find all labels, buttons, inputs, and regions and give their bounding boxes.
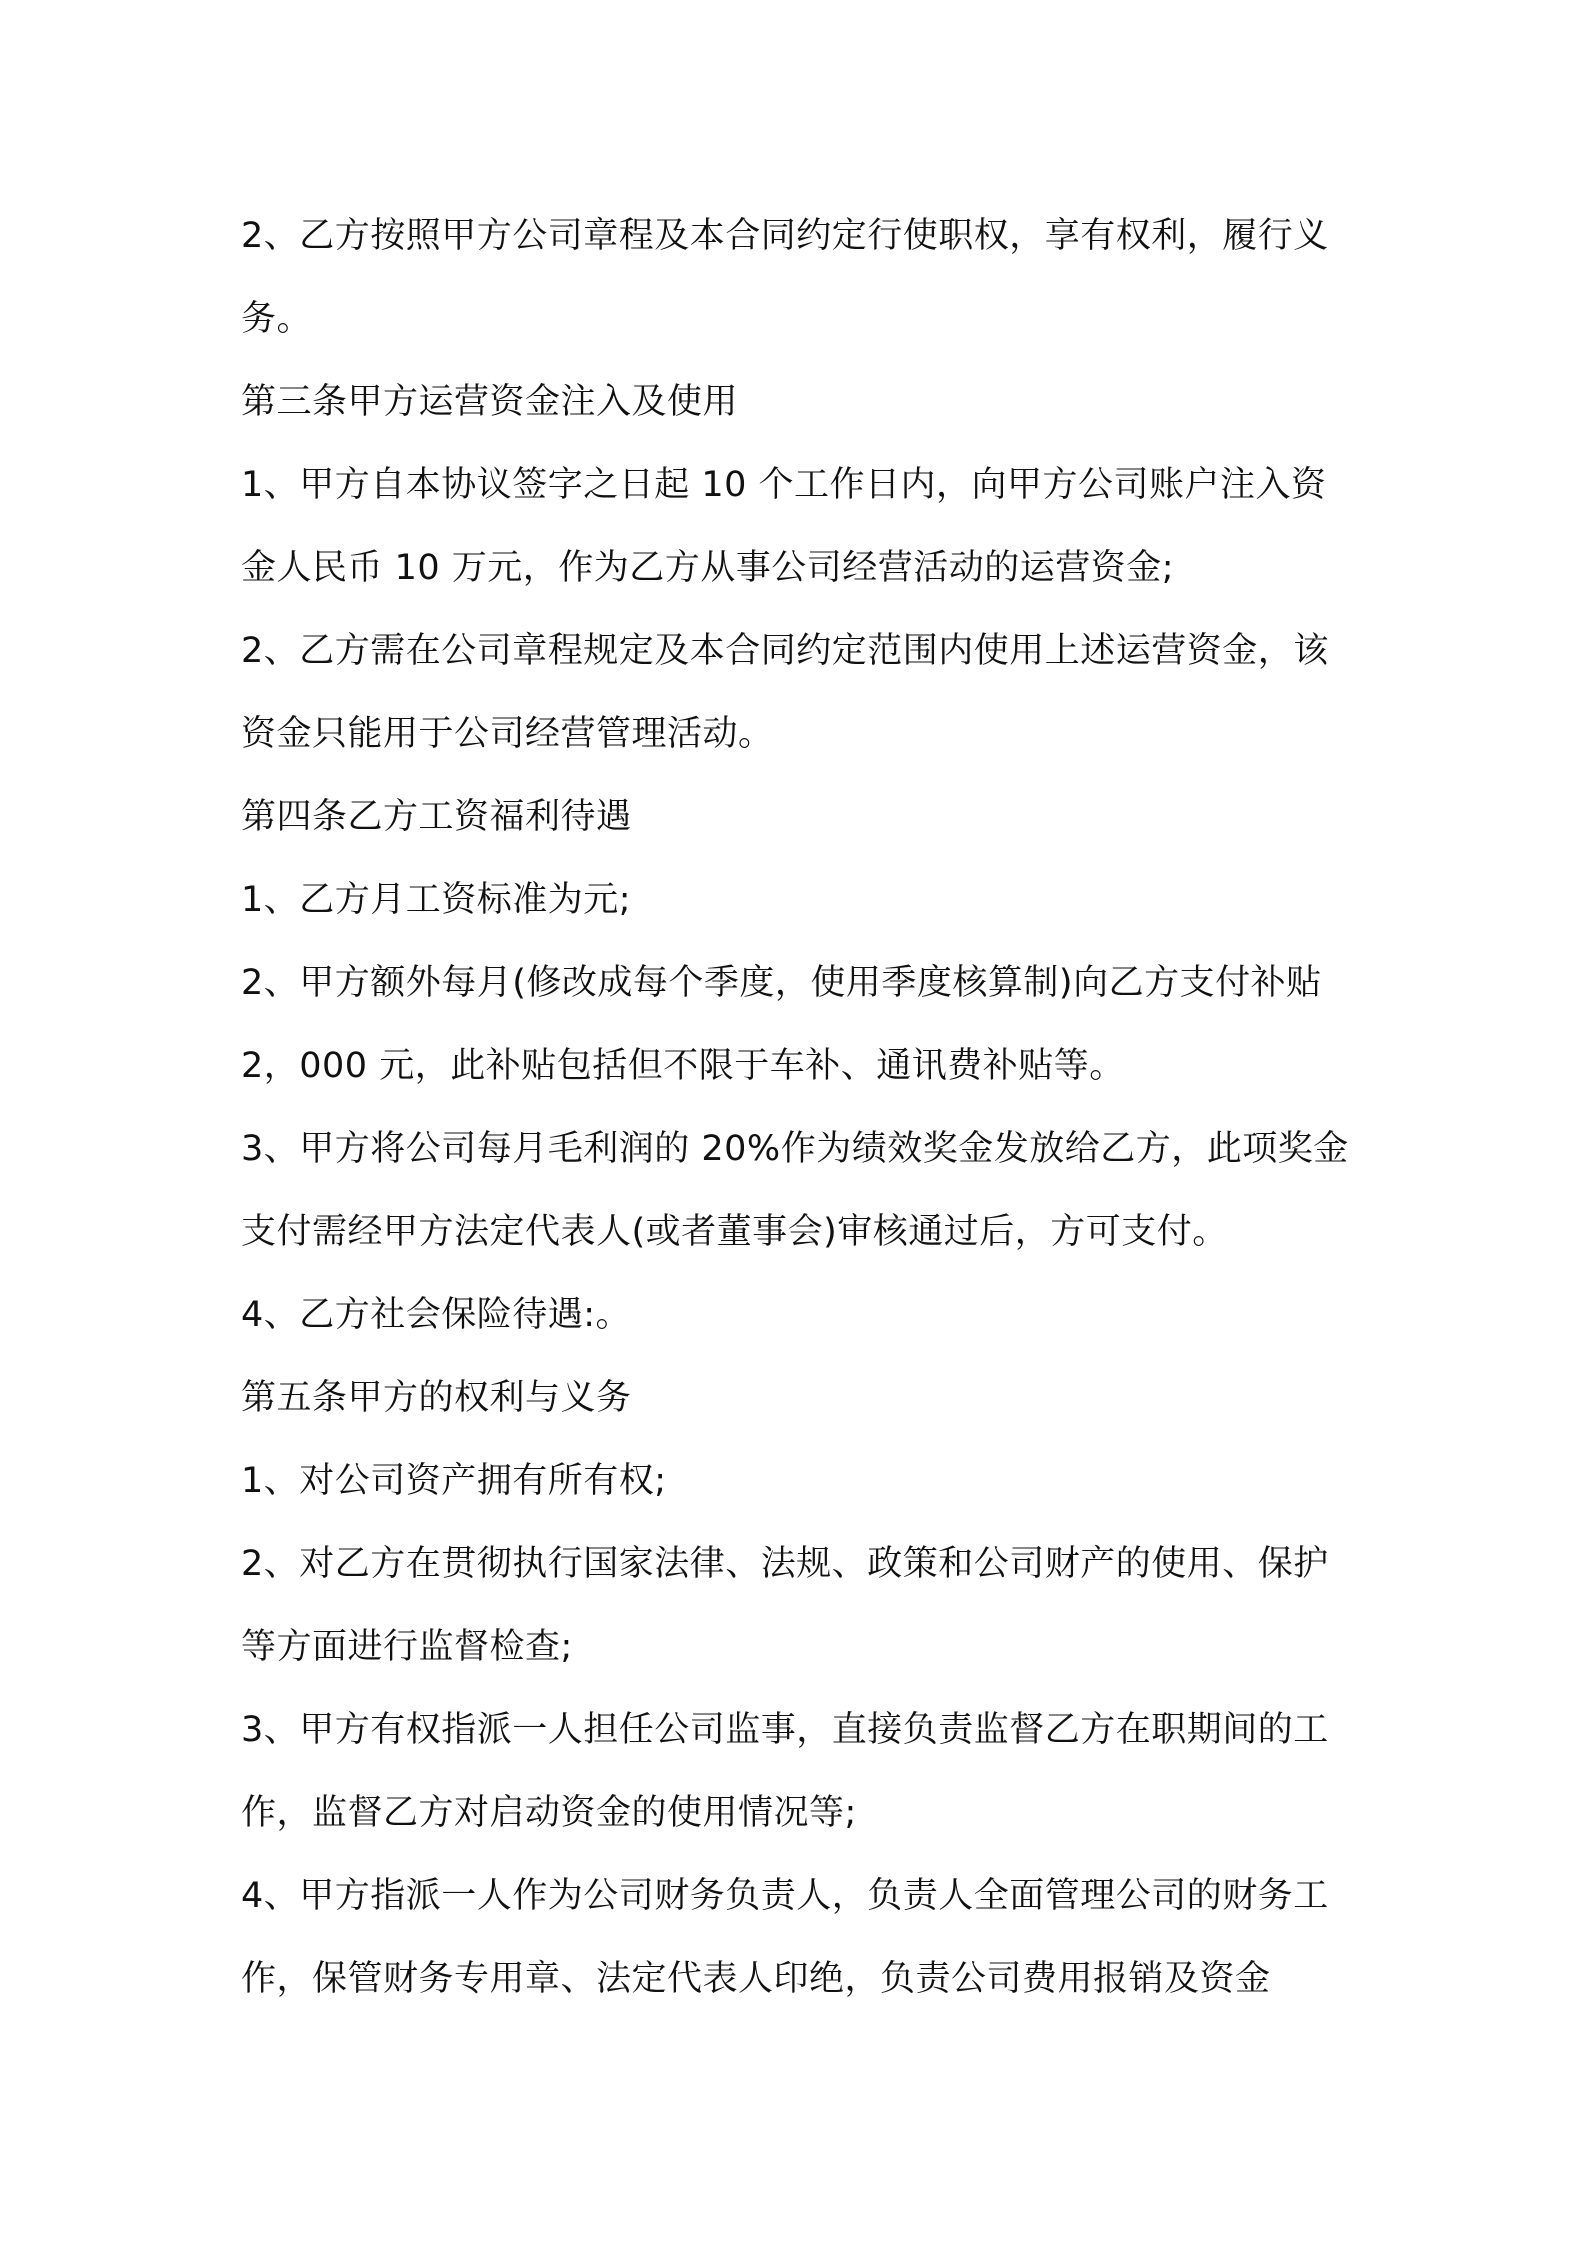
article-5-item-3: 3、甲方有权指派一人担任公司监事，直接负责监督乙方在职期间的工作，监督乙方对启动资金的使用情况等; (241, 1710, 1329, 1833)
article-5-item-4: 4、甲方指派一人作为公司财务负责人，负责人全面管理公司的财务工作，保管财务专用章、法定代表人印绝，负责公司费用报销及资金 (241, 1876, 1329, 1999)
document-body (241, 195, 1361, 2021)
article-2-item-2: 2、乙方按照甲方公司章程及本合同约定行使职权，享有权利，履行义务。 (241, 216, 1329, 339)
article-3-item-2: 2、乙方需在公司章程规定及本合同约定范围内使用上述运营资金，该资金只能用于公司经营管理活动。 (241, 631, 1329, 754)
article-4-heading: 第四条乙方工资福利待遇 (241, 797, 632, 837)
article-4-item-3: 3、甲方将公司每月毛利润的 20%作为绩效奖金发放给乙方，此项奖金支付需经甲方法定代表人(或者董事会)审核通过后，方可支付。 (241, 1129, 1349, 1252)
article-5-heading: 第五条甲方的权利与义务 (241, 1378, 632, 1418)
article-3-heading: 第三条甲方运营资金注入及使用 (241, 382, 739, 422)
article-4-item-2: 2、甲方额外每月(修改成每个季度，使用季度核算制)向乙方支付补贴 2，000 元，此补贴包括但不限于车补、通讯费补贴等。 (241, 963, 1322, 1086)
article-5-item-1: 1、对公司资产拥有所有权; (241, 1461, 667, 1501)
article-4-item-1: 1、乙方月工资标准为元; (241, 880, 632, 920)
article-4-item-4: 4、乙方社会保险待遇:。 (241, 1295, 632, 1335)
article-3-item-1: 1、甲方自本协议签字之日起 10 个工作日内，向甲方公司账户注入资金人民币 10 万元，作为乙方从事公司经营活动的运营资金; (241, 465, 1327, 588)
article-5-item-2: 2、对乙方在贯彻执行国家法律、法规、政策和公司财产的使用、保护等方面进行监督检查; (241, 1544, 1329, 1667)
